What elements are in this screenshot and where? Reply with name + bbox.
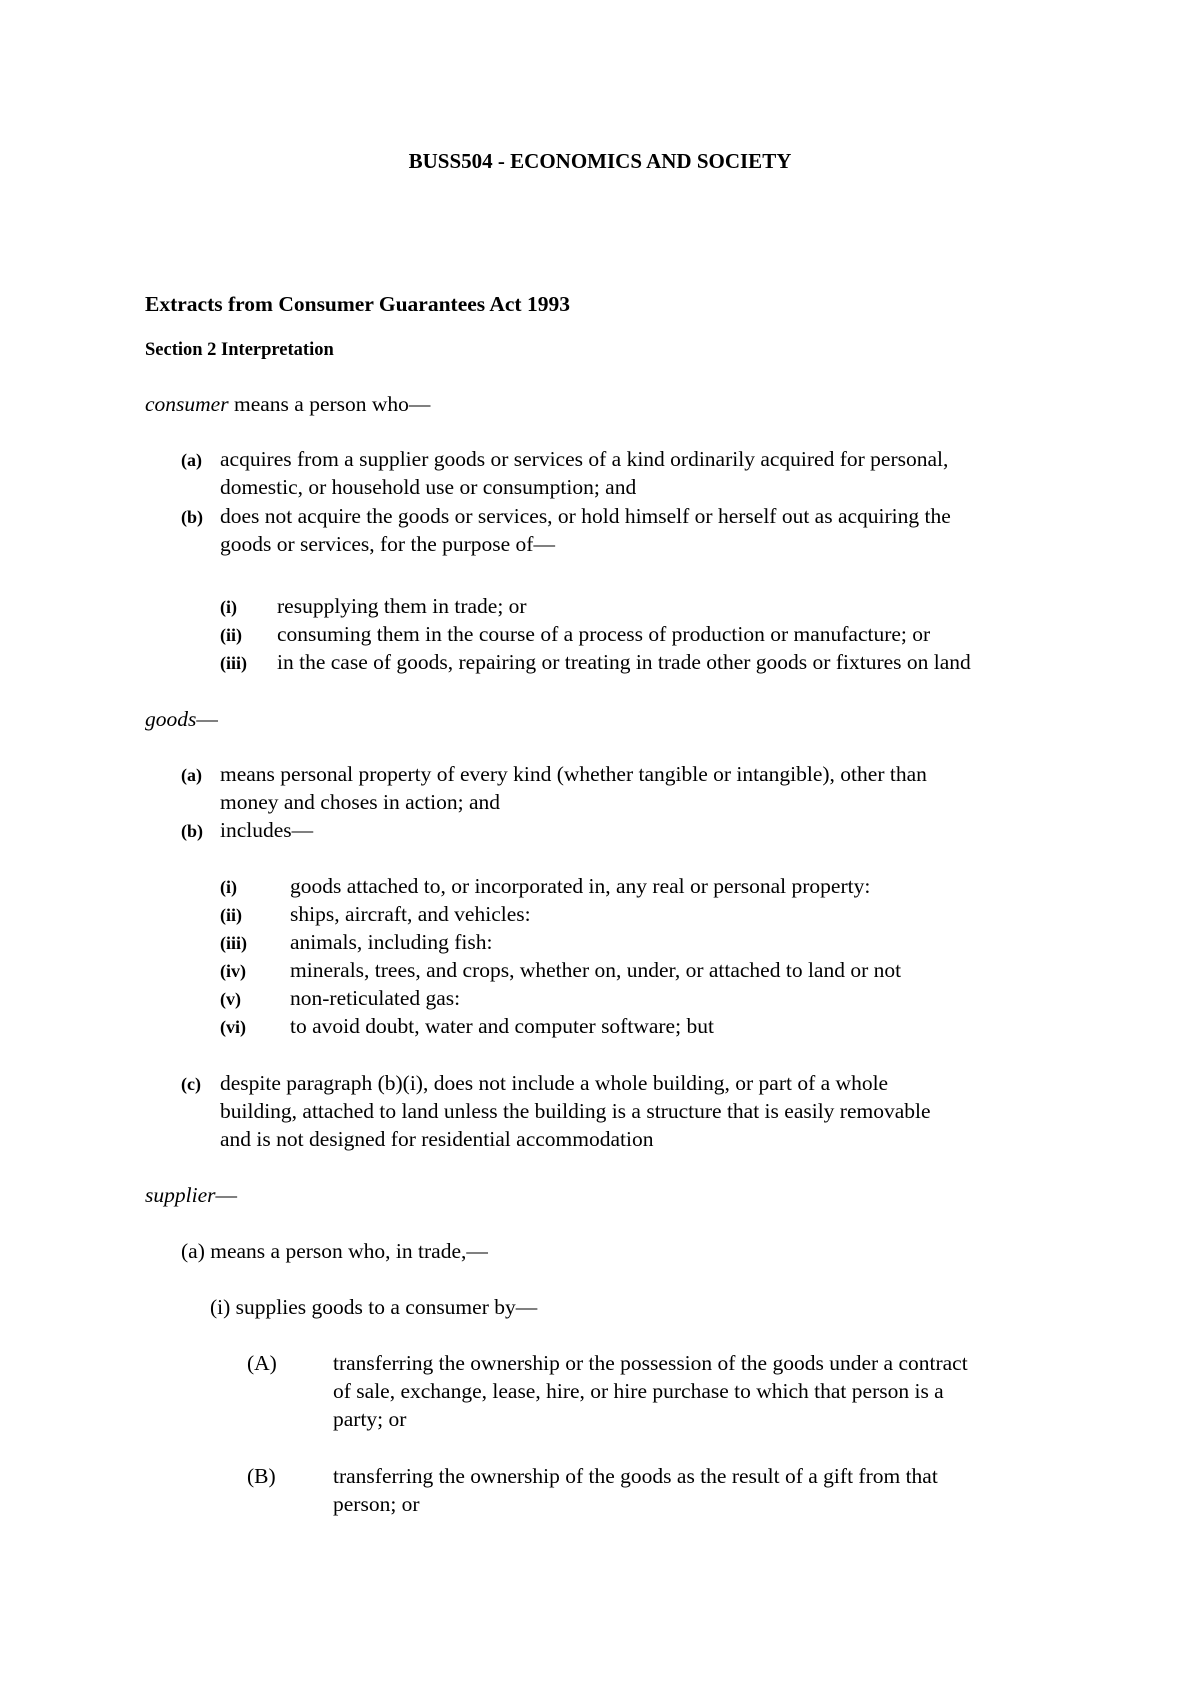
consumer-i-text: resupplying them in trade; or xyxy=(277,594,527,618)
consumer-intro: means a person who— xyxy=(228,392,431,416)
supplier-definition xyxy=(145,1181,237,1209)
goods-c-line1: despite paragraph (b)(i), does not include a whole building, or part of a whole xyxy=(220,1071,889,1095)
goods-b-label: (b) xyxy=(181,821,203,841)
supplier-term: supplier xyxy=(145,1183,216,1207)
goods-a-label: (a) xyxy=(181,765,202,785)
consumer-iii-text: in the case of goods, repairing or treating in trade other goods or fixtures on land xyxy=(277,650,971,674)
goods-iv-label: (iv) xyxy=(220,961,246,981)
goods-i-label: (i) xyxy=(220,877,237,897)
goods-iii-label: (iii) xyxy=(220,933,247,953)
document-heading: Extracts from Consumer Guarantees Act 1993 xyxy=(145,292,570,316)
supplier-A-line2: of sale, exchange, lease, hire, or hire purchase to which that person is a xyxy=(333,1379,944,1403)
supplier-dash: — xyxy=(215,1183,237,1207)
goods-i-text: goods attached to, or incorporated in, any real or personal property: xyxy=(290,874,871,898)
consumer-term: consumer xyxy=(145,392,229,416)
supplier-B-label: (B) xyxy=(247,1464,276,1488)
document-title: BUSS504 - ECONOMICS AND SOCIETY xyxy=(408,149,792,173)
consumer-ii-text: consuming them in the course of a process of production or manufacture; or xyxy=(277,622,931,646)
goods-v-label: (v) xyxy=(220,989,241,1009)
goods-ii-text: ships, aircraft, and vehicles: xyxy=(290,902,531,926)
consumer-iii-label: (iii) xyxy=(220,653,247,673)
supplier-i-text: (i) supplies goods to a consumer by— xyxy=(210,1295,538,1319)
goods-vi-text: to avoid doubt, water and computer software; but xyxy=(290,1014,714,1038)
goods-c-line2: building, attached to land unless the building is a structure that is easily removable xyxy=(220,1099,931,1123)
goods-iv-text: minerals, trees, and crops, whether on, under, or attached to land or not xyxy=(290,958,902,982)
supplier-A-line1: transferring the ownership or the possession of the goods under a contract xyxy=(333,1351,968,1375)
consumer-b-line2: goods or services, for the purpose of— xyxy=(220,532,555,556)
goods-c-line3: and is not designed for residential accommodation xyxy=(220,1127,654,1151)
consumer-definition xyxy=(145,390,430,418)
goods-v-text: non-reticulated gas: xyxy=(290,986,461,1010)
supplier-A-line3: party; or xyxy=(333,1407,407,1431)
consumer-a-label: (a) xyxy=(181,450,202,470)
supplier-a-text: (a) means a person who, in trade,— xyxy=(181,1239,488,1263)
supplier-A-label: (A) xyxy=(247,1351,277,1375)
goods-ii-label: (ii) xyxy=(220,905,242,925)
consumer-a-line1: acquires from a supplier goods or services of a kind ordinarily acquired for personal, xyxy=(220,447,949,471)
goods-iii-text: animals, including fish: xyxy=(290,930,493,954)
section-heading: Section 2 Interpretation xyxy=(145,340,334,360)
goods-dash: — xyxy=(196,707,218,731)
supplier-B-line2: person; or xyxy=(333,1492,420,1516)
goods-term: goods xyxy=(145,707,197,731)
supplier-B-line1: transferring the ownership of the goods as the result of a gift from that xyxy=(333,1464,938,1488)
goods-a-line2: money and choses in action; and xyxy=(220,790,501,814)
consumer-b-label: (b) xyxy=(181,507,203,527)
consumer-a-line2: domestic, or household use or consumption; and xyxy=(220,475,637,499)
goods-b-text: includes— xyxy=(220,818,314,842)
consumer-b-line1: does not acquire the goods or services, or hold himself or herself out as acquiring the xyxy=(220,504,951,528)
goods-vi-label: (vi) xyxy=(220,1017,246,1037)
goods-c-label: (c) xyxy=(181,1074,201,1094)
consumer-ii-label: (ii) xyxy=(220,625,242,645)
goods-a-line1: means personal property of every kind (whether tangible or intangible), other than xyxy=(220,762,927,786)
consumer-i-label: (i) xyxy=(220,597,237,617)
goods-definition xyxy=(145,705,218,733)
